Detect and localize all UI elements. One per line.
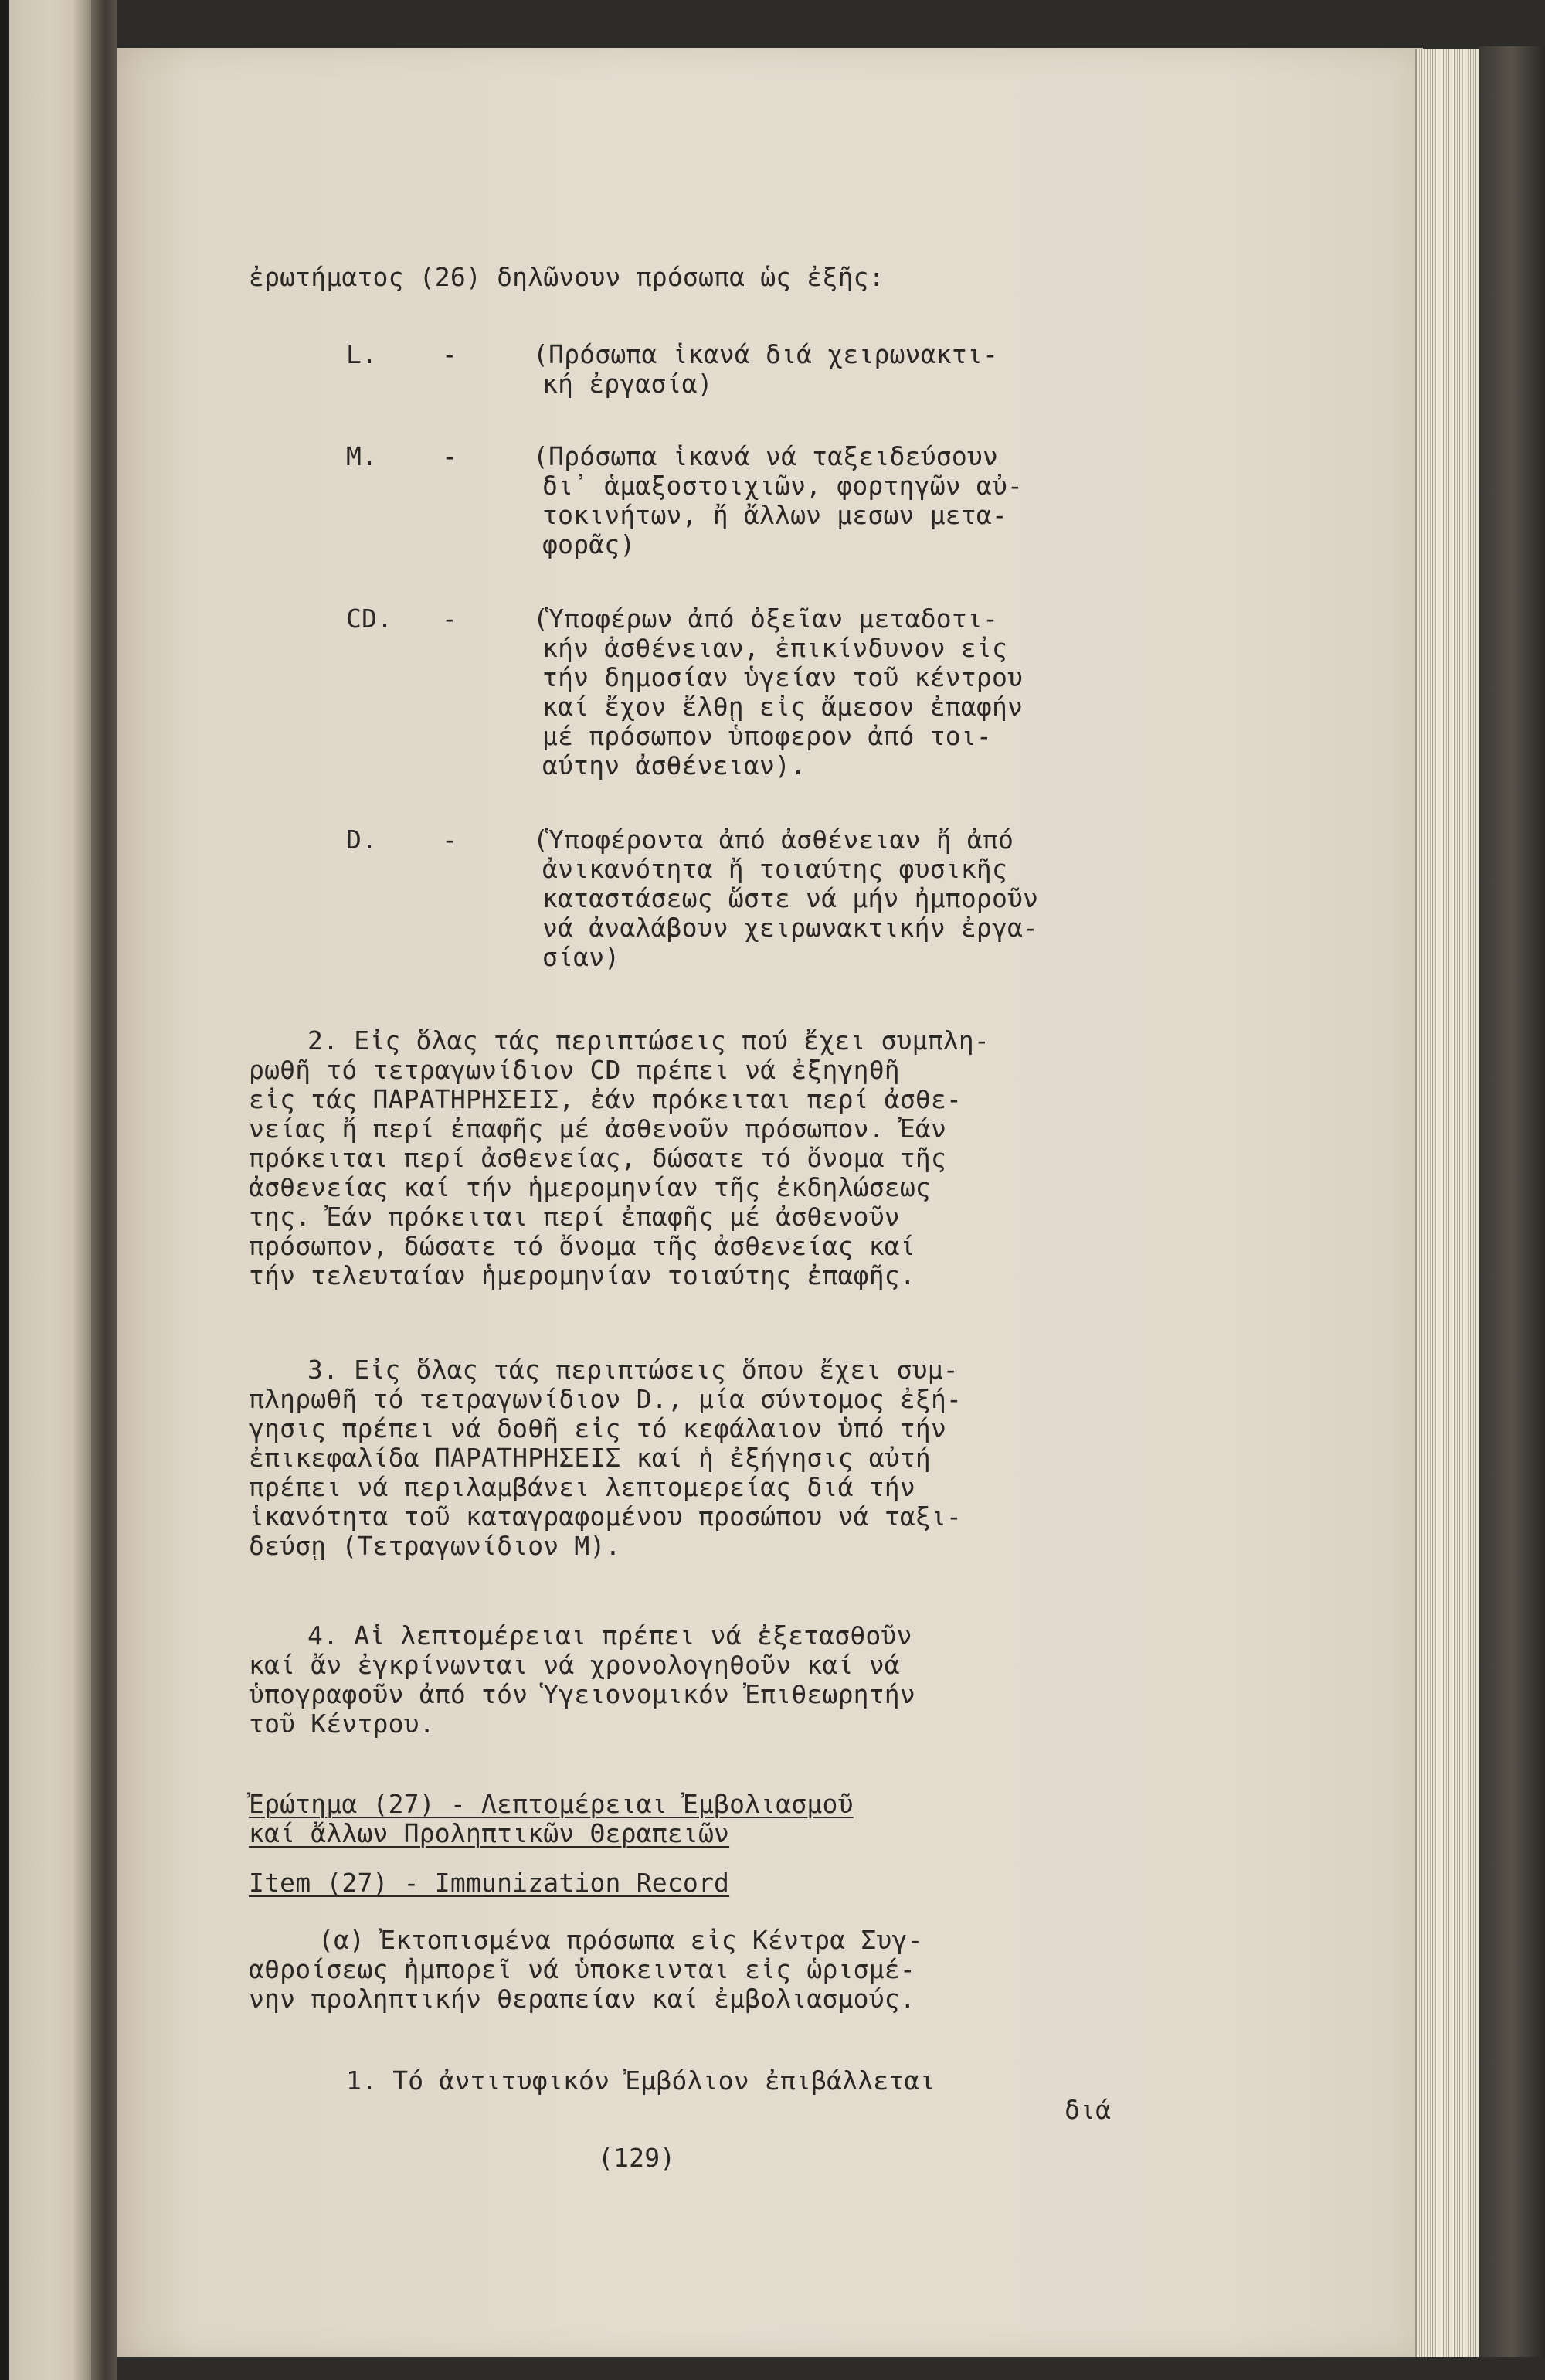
paragraph-2-line: της. Ἐάν πρόκειται περί ἐπαφῆς μέ ἀσθενοῦν (249, 1202, 900, 1232)
paragraph-2-line: εἰς τάς ΠΑΡΑΤΗΡΗΣΕΙΣ, ἐάν πρόκειται περί ἀσθε- (249, 1084, 963, 1114)
code-dash: - (442, 824, 458, 855)
code-desc-line: τήν δημοσίαν ὑγείαν τοῦ κέντρου (542, 662, 1024, 692)
code-desc-line: αύτην ἀσθένειαν). (542, 750, 806, 780)
paragraph-4-line: 4. Αἱ λεπτομέρειαι πρέπει νά ἐξετασθοῦν (307, 1620, 912, 1651)
paragraph-4-line: καί ἄν ἐγκρίνωνται νά χρονολογηθοῦν καί νά (249, 1650, 900, 1680)
code-desc-line: κή ἐργασία) (542, 369, 713, 399)
paragraph-3-line: πρέπει νά περιλαμβάνει λεπτομερείας διά τήν (249, 1472, 915, 1502)
paragraph-2-line: νείας ἤ περί ἐπαφῆς μέ ἀσθενοῦν πρόσωπον. Ἐάν (249, 1114, 947, 1144)
paragraph-3-line: ἐπικεφαλίδα ΠΑΡΑΤΗΡΗΣΕΙΣ καί ἡ ἐξήγησις αὐτή (249, 1443, 931, 1473)
code-desc-line: (Πρόσωπα ἱκανά νά ταξειδεύσουν (533, 441, 999, 471)
code-desc-line: τοκινήτων, ἤ ἄλλων μεσων μετα- (542, 500, 1008, 530)
paragraph-4-line: τοῦ Κέντρου. (249, 1708, 435, 1739)
paragraph-3-line: 3. Εἰς ὅλας τάς περιπτώσεις ὅπου ἔχει συμ- (307, 1355, 959, 1385)
paragraph-a-line: (α) Ἐκτοπισμένα πρόσωπα εἰς Κέντρα Συγ- (318, 1925, 923, 1955)
paragraph-3-line: πληρωθῆ τό τετραγωνίδιον D., μία σύντομος ἐξή- (249, 1384, 963, 1414)
code-desc-line: (Ὑποφέροντα ἀπό ἀσθένειαν ἤ ἀπό (533, 824, 1014, 855)
code-desc-line: νά ἀναλάβουν χειρωνακτικήν ἐργα- (542, 913, 1039, 943)
paragraph-2-line: ἀσθενείας καί τήν ἡμερομηνίαν τῆς ἐκδηλώσεως (249, 1172, 931, 1202)
scan-border (0, 0, 9, 2380)
code-desc-line: σίαν) (542, 942, 620, 972)
code-label: CD. (346, 604, 393, 634)
section-heading-greek: Ἐρώτημα (27) - Λεπτομέρειαι Ἐμβολιασμοῦ (249, 1789, 854, 1819)
section-heading-greek: καί ἄλλων Προληπτικῶν Θεραπειῶν (249, 1818, 730, 1848)
code-desc-line: φορᾶς) (542, 529, 636, 559)
paragraph-2-line: πρόκειται περί ἀσθενείας, δώσατε τό ὄνομα τῆς (249, 1143, 947, 1173)
book-gutter (91, 0, 117, 2380)
scan-bottom-border (117, 2357, 1545, 2380)
code-dash: - (442, 604, 458, 634)
paragraph-2-line: 2. Εἰς ὅλας τάς περιπτώσεις πού ἔχει συμπλη- (307, 1025, 990, 1056)
paragraph-3-line: ἱκανότητα τοῦ καταγραφομένου προσώπου νά ταξι- (249, 1501, 963, 1532)
paragraph-2-line: ρωθῆ τό τετραγωνίδιον CD πρέπει νά ἐξηγηθῆ (249, 1055, 900, 1085)
left-page-edge (0, 0, 91, 2380)
code-dash: - (442, 339, 458, 369)
code-desc-line: καταστάσεως ὥστε νά μήν ἠμποροῦν (542, 883, 1039, 913)
code-desc-line: καί ἔχον ἔλθῃ εἰς ἄμεσον ἐπαφήν (542, 692, 1024, 722)
paragraph-3-line: δεύσῃ (Τετραγωνίδιον M). (249, 1531, 621, 1561)
code-desc-line: μέ πρόσωπον ὑποφερον ἀπό τοι- (542, 721, 992, 751)
code-desc-line: (Πρόσωπα ἱκανά διά χειρωνακτι- (533, 339, 999, 369)
book-cover-edge (1479, 46, 1545, 2365)
code-desc-line: κήν ἀσθένειαν, ἐπικίνδυνον εἰς (542, 633, 1008, 663)
section-heading-english: Item (27) - Immunization Record (249, 1868, 730, 1898)
paragraph-2-line: τήν τελευταίαν ἡμερομηνίαν τοιαύτης ἐπαφῆς. (249, 1260, 915, 1290)
code-dash: - (442, 441, 458, 471)
paragraph-a-line: αθροίσεως ἠμπορεῖ νά ὑποκεινται εἰς ὡρισμέ- (249, 1954, 915, 1984)
code-desc-line: (Ὑποφέρων ἀπό ὀξεῖαν μεταδοτι- (533, 604, 999, 634)
page-number: (129) (598, 2143, 676, 2173)
paragraph-1-line: 1. Τό ἀντιτυφικόν Ἐμβόλιον ἐπιβάλλεται (346, 2066, 935, 2096)
paragraph-1-continuation: διά (1065, 2095, 1112, 2125)
paragraph-4-line: ὑπογραφοῦν ἀπό τόν Ὑγειονομικόν Ἐπιθεωρητήν (249, 1679, 915, 1709)
paragraph-3-line: γησις πρέπει νά δοθῆ εἰς τό κεφάλαιον ὑπό τήν (249, 1413, 947, 1443)
scan-top-border (117, 0, 1545, 48)
intro-line: ἐρωτήματος (26) δηλῶνουν πρόσωπα ὡς ἐξῆς: (249, 262, 885, 292)
code-label: D. (346, 824, 378, 855)
code-label: L. (346, 339, 378, 369)
code-desc-line: ἀνικανότητα ἤ τοιαύτης φυσικῆς (542, 854, 1008, 884)
page-stack-edges (1415, 49, 1480, 2357)
paragraph-2-line: πρόσωπον, δώσατε τό ὄνομα τῆς ἀσθενείας καί (249, 1231, 915, 1261)
code-desc-line: δι᾽ ἁμαξοστοιχιῶν, φορτηγῶν αὐ- (542, 471, 1024, 501)
paragraph-a-line: νην προληπτικήν θεραπείαν καί ἐμβολιασμούς. (249, 1984, 915, 2014)
code-label: M. (346, 441, 378, 471)
